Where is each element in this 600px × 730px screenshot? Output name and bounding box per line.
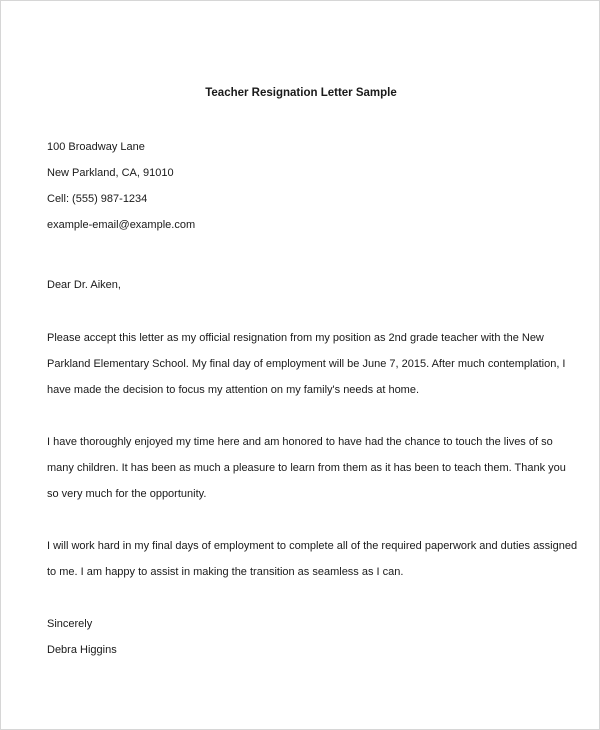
sender-email: example-email@example.com xyxy=(47,219,196,231)
paragraph-line: so very much for the opportunity. xyxy=(47,488,207,500)
signature-name: Debra Higgins xyxy=(47,644,117,656)
sender-city: New Parkland, CA, 91010 xyxy=(47,167,174,179)
paragraph-2 xyxy=(47,429,566,507)
paragraph-1 xyxy=(47,325,566,403)
paragraph-line: Please accept this letter as my official resignation from my position as 2nd grade teacher with the New xyxy=(47,332,544,344)
sender-phone: Cell: (555) 987-1234 xyxy=(47,193,148,205)
closing: Sincerely xyxy=(47,618,93,630)
paragraph-line: I will work hard in my final days of employment to complete all of the required paperwork and duties assigned xyxy=(47,540,578,552)
paragraph-line: many children. It has been as much a pleasure to learn from them as it has been to teach them. Thank you xyxy=(47,462,566,474)
paragraph-line: Parkland Elementary School. My final day of employment will be June 7, 2015. After much contemplation, I xyxy=(47,358,566,370)
paragraph-line: to me. I am happy to assist in making the transition as seamless as I can. xyxy=(47,566,404,578)
paragraph-line: I have thoroughly enjoyed my time here and am honored to have had the chance to touch the lives of so xyxy=(47,436,553,448)
paragraph-3 xyxy=(47,533,578,585)
salutation: Dear Dr. Aiken, xyxy=(47,279,121,291)
paragraph-line: have made the decision to focus my attention on my family's needs at home. xyxy=(47,384,420,396)
sender-street: 100 Broadway Lane xyxy=(47,141,145,153)
document-title: Teacher Resignation Letter Sample xyxy=(205,87,397,99)
